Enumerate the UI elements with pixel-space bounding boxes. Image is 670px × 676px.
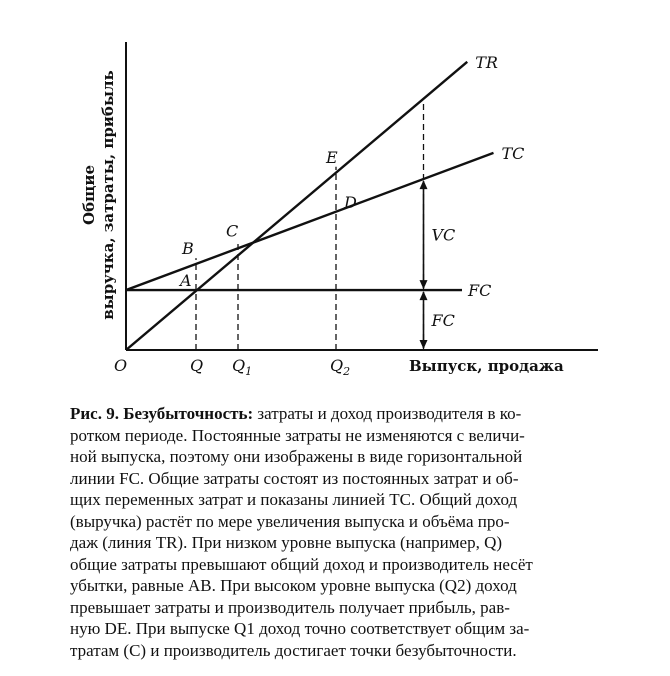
y-axis-label-line2: выручка, затраты, прибыль xyxy=(99,70,117,320)
caption-line: линии FC. Общие затраты состоят из постоянных затрат и об- xyxy=(70,468,519,488)
series-label-fc: FC xyxy=(468,281,492,301)
x-tick-q1: $Q_1$ xyxy=(232,356,253,378)
point-label-a: A xyxy=(180,271,192,291)
caption-line: щих переменных затрат и показаны линией TC. Общий доход xyxy=(70,490,518,509)
caption-line: тратам (C) и производитель достигает точки безубыточности. xyxy=(70,640,517,660)
annotation-label-vc: VC xyxy=(431,225,456,245)
caption-line: ной выпуска, поэтому они изображены в виде горизонтальной xyxy=(70,447,523,466)
caption-line: общие затраты превышают общий доход и производитель несёт xyxy=(70,554,533,574)
series-line-tr xyxy=(126,62,467,350)
origin-label: O xyxy=(114,356,128,375)
arrow-vc xyxy=(420,180,428,289)
point-label-d: D xyxy=(344,192,357,212)
y-axis-label-line1: Общие xyxy=(80,165,98,225)
caption-label: Рис. 9. Безубыточность: xyxy=(70,404,254,423)
series-label-tr: TR xyxy=(475,52,498,72)
caption-line: превышает затраты и производитель получает прибыль, рав- xyxy=(70,597,510,617)
caption-line: убытки, равные AB. При высоком уровне выпуска (Q2) доход xyxy=(70,576,517,595)
x-tick-q2: $Q_2$ xyxy=(330,356,351,378)
x-tick-q: Q xyxy=(190,356,204,375)
annotation-label-fc: FC xyxy=(431,311,455,331)
axes xyxy=(126,42,598,350)
chart-labels xyxy=(80,53,564,378)
x-axis-label: Выпуск, продажа xyxy=(409,357,564,375)
annotation-arrows xyxy=(420,180,428,349)
series-line-tc xyxy=(126,153,494,290)
figure-caption xyxy=(70,403,645,661)
caption-line: ную DE. При выпуске Q1 доход точно соответствует общим за- xyxy=(70,619,530,638)
series-lines xyxy=(126,62,494,350)
caption-line: ротком периоде. Постоянные затраты не изменяются с величи- xyxy=(70,425,525,445)
point-label-e: E xyxy=(326,147,338,167)
caption-line: (выручка) растёт по мере увеличения выпуска и объёма про- xyxy=(70,511,510,531)
series-label-tc: TC xyxy=(501,143,525,163)
arrow-fc xyxy=(420,291,428,349)
caption-line: даж (линия TR). При низком уровне выпуска (например, Q) xyxy=(70,533,503,552)
point-label-c: C xyxy=(226,221,239,241)
point-label-b: B xyxy=(182,239,194,259)
caption-line: Рис. 9. Безубыточность: затраты и доход производителя в ко- xyxy=(70,404,522,423)
